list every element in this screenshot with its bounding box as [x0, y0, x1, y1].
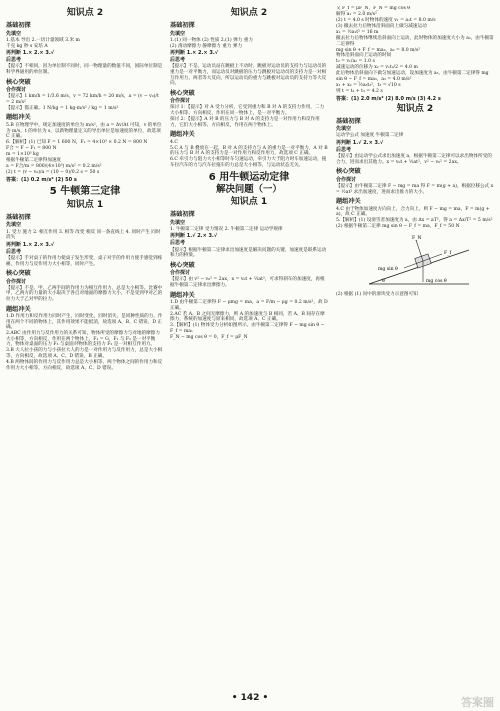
col1-heading: 题组冲关 [6, 114, 31, 122]
col3-text-line: 【提示】由牛顿第二定律 F − mg = ma 得 F = m(g + a)，根据位移公式 x = ½at² 求出加速度，进而求出推力的大小。 [336, 183, 494, 195]
col3-text-line: (2) t = 4.0 s 时物体的速度 v₁ = a₁t = 8.0 m/s [336, 17, 436, 23]
col1-text-line: F合 = F − F₁ = 800 N [6, 146, 57, 152]
col1-text-line: 3.B 大人拉小孩的力与小孩拉大人的力是一对作用力与反作用力，总是大小相等，方向相反，故选项 A、C、D 错误，B 正确。 [6, 348, 163, 360]
col2-text-line: 1. 牛顿第二定律 受力情况 2. 牛顿第二定律 运动学规律 [170, 226, 283, 232]
col2-text-line: 1.D 由牛顿第二定律得 F − μmg = ma，a = F/m − μg = 0.2 m/s²，故 D 正确。 [170, 300, 328, 311]
col2-text-line: 6.C 牵引力与阻力大小相等时车匀速运动，牵引力大于阻力时车加速运动，拖车拉汽车的力与汽车拉拖车的力总是大小相等，与运动状态无关。 [170, 157, 327, 168]
col1-subheading: 再判断 1.× 2.× 3.√ [6, 50, 55, 57]
col2-text-line: (2) 滑动摩擦力 静摩擦力 重力 弹力 [170, 43, 243, 49]
col3-text-line: mg sin θ + F_f = ma₂，a₂ = 8.0 m/s² [336, 47, 421, 53]
column-right [336, 6, 494, 690]
col2-text-line: 探讨 2：【提示】A 对 B 的压力与 B 对 A 的支持力是一对作用力和反作用力，它们大小相等、方向相反，作用在两个物体上。 [170, 117, 320, 128]
col1-text-line: 【提示】不相同，因为单位制不同时，同一物理量的数值不同，国际单位制是科学界通用的单位制。 [6, 64, 163, 75]
watermark: 答案圈 [461, 695, 494, 709]
col3-heading: 核心突破 [336, 168, 361, 176]
col3-text-line: 4.C 由于物体加速度方向向上，合力向上，则 F − mg = ma，F = m(g + a)，故 C 正确。 [336, 206, 490, 218]
col3-subheading: 再判断 1.√ 2.× 3.√ [336, 139, 384, 146]
col3-heading: 题组冲关 [336, 198, 361, 206]
col1-text-line: (2) t = (v − v₀)/a = (10 − 0)/0.2 s = 50 s [6, 170, 100, 176]
col3-text-line: 此后物体沿斜面向下做匀加速运动，设加速度为 a₃，由牛顿第二定律得 mg sin θ − F_f = ma₃，a₃ = 4.0 m/s² [336, 71, 489, 83]
col2-heading: 题组冲关 [170, 131, 195, 139]
col1-text-line: 4.B 两物体间的作用力与反作用力总是大小相等，两个物体之间的作用力和反作用力大小相等、方向相反，故选项 A、C、D 错误。 [6, 360, 163, 371]
col1-heading: 题组冲关 [6, 305, 31, 313]
col2-text-line: 2.AC 若 A、B 之间无摩擦力，则 A 的加速度与 B 相同，若 A、B 间存在摩擦力，系统的加速度与原来相同，故选项 A、C 正确。 [170, 311, 325, 323]
col3-heading: 基础初探 [336, 117, 361, 125]
col1-subheading: 先填空 [6, 222, 22, 229]
col1-heading: 基础初探 [6, 21, 31, 29]
col1-text-line: 【提示】都正确。1 N/kg = 1 kg·m/s² / kg = 1 m/s² [6, 105, 119, 111]
col1-text-line: 1. 受力 施力 2. 相互作用 3. 相等 改变 相反 同一条直线上 4. 同时产生 同时消失 [6, 229, 161, 241]
col1-heading: 基础初探 [6, 213, 31, 221]
col2-subheading: 先填空 [170, 30, 186, 37]
col2-text-line: 3.【解析】(1) 物体受力分析如图所示，由牛顿第二定律得 F − mg sin θ − F_f = ma₁ [170, 323, 325, 334]
col2-text-line: 4.C [170, 139, 178, 145]
col2-heading: 基础初探 [170, 211, 195, 219]
col2-subheading: 再判断 1.× 2.× 3.√ [170, 50, 219, 57]
col1-text-line: 【提示】不是。甲、乙两手间的作用力为相互作用力，总是大小相等。比赛中甲、乙两方的力量的大小取决于各自对地面的摩擦力大小，不是受到甲对乙的拉力大于乙对甲的拉力。 [6, 285, 163, 302]
col1-heading: 核心突破 [6, 78, 31, 86]
col3-text-line: (2) 根据 (1) 问中的滑块受力示意图可知 [336, 291, 418, 297]
col3-subheading: 答案：(1) 2.0 m/s² (2) 8.0 m/s (3) 4.2 s [336, 95, 441, 102]
incline-force-diagram [364, 232, 474, 290]
col1-text-line: 根据牛顿第二定律得加速度 [6, 158, 62, 164]
col2-heading: 题组冲关 [170, 291, 195, 299]
col3-subheading: 先填空 [336, 126, 352, 133]
col1-subheading: 先填空 [6, 30, 22, 37]
page-number: • 142 • [231, 693, 269, 703]
col1-text-line: 【提示】手对桌子的作用力使桌子发生形变，桌子对手的作用力使手感觉到疼痛，作用力与反作用力大小相等，同时产生。 [6, 255, 163, 267]
col3-text-line: t₂ = v₁/a₂ = 1.0 s [336, 59, 375, 65]
col2-heading: 6 用牛顿运动定律 [208, 171, 290, 183]
col2-heading: 知识点 1 [230, 197, 268, 208]
col3-text-line: 【提示】由运动学公式求出加速度 a，根据牛顿第二定律可以求出物体所受的合力，进而求出其他力。x = v₀t + ½at²，v² − v₀² = 2ax。 [336, 154, 492, 165]
col2-heading: 核心突破 [170, 261, 195, 269]
col1-subheading: 合作探讨 [6, 87, 27, 94]
col1-subheading: 答案：(1) 0.2 m/s² (2) 50 s [6, 176, 77, 183]
col1-heading: 知识点 1 [66, 199, 104, 210]
col1-text-line: 千克 kg 秒 s 安培 A [6, 43, 48, 49]
col2-text-line: 探讨 1：【提示】对 A 受力分析，它受到重力和 B 对 A 的支持力作用，二力大小相等、方向相反，作用在同一物体上，是一对平衡力。 [170, 105, 325, 117]
col3-text-line: 5.【解析】(1) 设滑雪者加速度为 a，由 Δx = aT²，得 a = Δx/T² = 5 m/s² [336, 218, 493, 224]
col1-subheading: 后思考 [6, 248, 22, 255]
col2-heading: 解决问题（一） [216, 183, 282, 195]
col2-text-line: 【提示】不是。运动员站在跳板上不动时，跳板对运动员的支持力与运动员的重力是一对平衡力，而运动员对跳板的压力与跳板对运动员的支持力是一对相互作用力，两者等大反向，所以运动员的重力与跳板对运动员的支持力等大反向。 [170, 64, 327, 87]
col1-text-line: 1.基本 导出 2.一切计量领域 3.米 m [6, 37, 80, 43]
col1-text-line: 2.ABC 由作用力与反作用力的关系可知，物体所受的摩擦力与对地的摩擦力大小相等，方向相反，作用在两个物体上，F₁ = G，F₁ 与 F₂ 是一对平衡力，物体对桌面的压力 F₃ 与桌面对物体的支持力 F₂ 是一对相互作用力。 [6, 331, 160, 348]
col2-heading: 基础初探 [170, 21, 195, 29]
col2-heading: 核心突破 [170, 89, 195, 97]
col1-text-line: 1.D 作用力和反作用力同时产生，同时变化，同时消失，是同种性质的力，作用在两个不同的物体上，其作用效果不能抵消，故选项 A、B、C 错误，D 正确。 [6, 314, 163, 331]
col3-text-line: 运动学公式 加速度 牛顿第二定律 [336, 133, 404, 139]
col1-text-line: 【提示】1 km/h = 1/3.6 m/s，v = 72 km/h = 20 m/s，a = (v − v₀)/t = 2 m/s² [6, 94, 159, 105]
column-left [6, 6, 164, 690]
col3-text-line: 则 t = t₂ + t₃ = 4.2 s [336, 89, 383, 94]
col3-text-line: x₁ = ½a₁t² = 16 m [336, 29, 379, 35]
col3-text-line: 减速运动的位移为 x₂ = v₁t₂/2 = 4.0 m [336, 65, 418, 71]
col1-subheading: 合作探讨 [6, 278, 27, 285]
col1-heading: 知识点 2 [66, 8, 104, 18]
col2-text-line: 1.(1) 同一物体 (2) 性质 2.(1) 弹力 重力 [170, 37, 253, 43]
col1-text-line: 5.B 在物理学中，规定加速度的单位为 m/s²，由 a = Δv/Δt 可知，v 的单位为 m/s，t 的单位为 s，以新物理量定义的导出单位是加速度的单位，故选项 C 正确。 [6, 122, 162, 140]
col3-heading: 知识点 2 [396, 103, 434, 114]
col2-text-line: 5.C A 与 B 叠放在一起，B 对 A 的支持力与 A 的重力是一对平衡力，A 对 B 的压力与 B 对 A 的支持力是一对作用力和反作用力，故选项 C 正确。 [170, 145, 328, 157]
col1-text-line: a = F合/m = 800/(4×10³) m/s² = 0.2 m/s² [6, 164, 102, 170]
col2-text-line: 【提示】根据牛顿第二定律求出加速度是解决问题的关键，加速度是联系运动和力的桥梁。 [170, 247, 327, 259]
angle-label: θ [382, 278, 385, 284]
col2-subheading: 后思考 [170, 240, 186, 247]
col2-text-line: F_N − mg cos θ = 0，F_f = μF_N [170, 334, 248, 340]
col3-text-line: 解得 a₁ = 2.0 m/s² [336, 11, 377, 17]
col1-heading: 核心突破 [6, 270, 31, 278]
col3-text-line: x₁ + x₂ = ½a₃t₃²，t₃ = √10 s [336, 83, 401, 89]
force-label-normal: F_N [412, 235, 422, 241]
col1-heading: 5 牛顿第三定律 [49, 185, 121, 197]
col3-text-line: 又 F_f = μF_N，F_N = mg cos θ [336, 6, 411, 11]
col3-text-line: (2) 根据牛顿第二定律 mg sin θ − F_f = ma，F_f = 50 N [336, 224, 460, 230]
col1-subheading: 再判断 1.× 2.× 3.√ [6, 241, 55, 248]
col3-text-line: 撤去拉力后物体继续沿斜面向上运动，此时物体的加速度大小为 a₂，由牛顿第二定律得 [336, 35, 494, 47]
col2-subheading: 再判断 1.√ 2.× 3.√ [170, 233, 218, 240]
col2-text-line: 【提示】由 v² − v₀² = 2ax，x = v₀t + ½at²，可求得刹车的加速度，再根据牛顿第二定律求出摩擦力。 [170, 277, 325, 288]
page-body [6, 6, 494, 690]
col3-text-line: (3) 撤去拉力后物体沿斜面向上做匀减速运动 [336, 23, 427, 29]
col1-text-line: 6.【解析】(1) 已知 F = 1 600 N，F₁ = 4×10³ × 0.2 N = 800 N [6, 140, 148, 146]
column-middle [170, 6, 328, 690]
col2-subheading: 合作探讨 [170, 270, 191, 277]
col2-subheading: 后思考 [170, 57, 186, 64]
force-label-friction: F_f [444, 250, 452, 256]
col3-text-line: 物体沿斜面向上运动的时间 [336, 53, 392, 59]
col2-subheading: 合作探讨 [170, 98, 191, 105]
col1-text-line: m = 1×10³ kg [6, 152, 39, 158]
force-label-gravity-perpendicular: mg cos θ [426, 278, 447, 284]
force-label-gravity-parallel: mg sin θ [378, 266, 398, 272]
col3-subheading: 合作探讨 [336, 176, 357, 183]
col3-subheading: 后思考 [336, 147, 352, 153]
col2-subheading: 先填空 [170, 219, 186, 226]
col1-subheading: 后思考 [6, 57, 22, 64]
col2-heading: 知识点 2 [230, 8, 268, 18]
